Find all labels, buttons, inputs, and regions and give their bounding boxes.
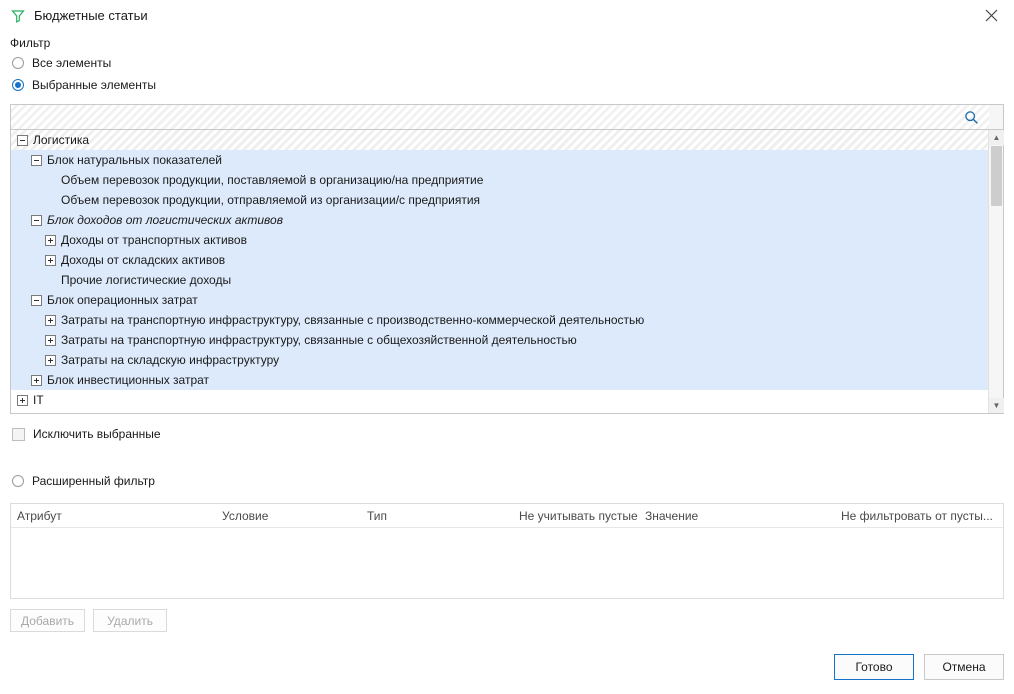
tree-row-label: Объем перевозок продукции, поставляемой в организацию/на предприятие <box>61 173 484 187</box>
radio-label-all: Все элементы <box>32 56 112 70</box>
delete-button[interactable]: Удалить <box>93 609 167 632</box>
tree-list[interactable] <box>11 130 988 413</box>
close-icon[interactable] <box>976 3 1006 29</box>
tree-leaf-spacer <box>45 195 56 206</box>
tree-row[interactable] <box>11 330 988 350</box>
tree-row-label: Затраты на складскую инфраструктуру <box>61 353 280 367</box>
tree-row[interactable] <box>11 230 988 250</box>
ok-button[interactable]: Готово <box>834 654 914 680</box>
expand-plus-icon[interactable] <box>45 255 56 266</box>
grid-actions <box>10 609 1014 632</box>
cancel-button[interactable]: Отмена <box>924 654 1004 680</box>
tree-row[interactable] <box>11 390 988 410</box>
filter-section-label: Фильтр <box>10 36 51 50</box>
tree-panel <box>10 130 1004 414</box>
tree-row-label: Блок натуральных показателей <box>47 153 223 167</box>
expand-plus-icon[interactable] <box>45 315 56 326</box>
exclude-selected-row[interactable] <box>12 422 1014 446</box>
tree-row-label: Блок инвестиционных затрат <box>47 373 210 387</box>
grid-column-header[interactable]: Не фильтровать от пусты... <box>841 508 993 523</box>
radio-indicator-advanced <box>12 475 24 487</box>
search-bar <box>10 104 1004 130</box>
tree-row[interactable] <box>11 290 988 310</box>
radio-label-selected: Выбранные элементы <box>32 78 156 92</box>
tree-row[interactable] <box>11 350 988 370</box>
radio-option-all-elements[interactable] <box>0 52 1014 74</box>
tree-leaf-spacer <box>45 275 56 286</box>
grid-column-header[interactable]: Тип <box>367 508 388 523</box>
tree-row-label: Затраты на транспортную инфраструктуру, связанные с производственно-коммерческой деятельностью <box>61 313 645 327</box>
search-input[interactable] <box>10 104 989 130</box>
title-bar <box>0 0 1014 32</box>
radio-option-selected-elements[interactable] <box>0 74 1014 96</box>
expand-plus-icon[interactable] <box>45 235 56 246</box>
tree-row-label: Блок операционных затрат <box>47 293 198 307</box>
tree-row[interactable] <box>11 250 988 270</box>
tree-row-label: Доходы от складских активов <box>61 253 226 267</box>
grid-column-header[interactable]: Значение <box>645 508 699 523</box>
tree-row[interactable] <box>11 310 988 330</box>
collapse-minus-icon[interactable] <box>31 295 42 306</box>
tree-row-label: Прочие логистические доходы <box>61 273 232 287</box>
tree-row-label: Логистика <box>33 133 90 147</box>
conditions-grid <box>10 503 1004 599</box>
expand-plus-icon[interactable] <box>45 355 56 366</box>
search-icon[interactable] <box>962 108 980 126</box>
tree-row[interactable] <box>11 210 988 230</box>
tree-leaf-spacer <box>45 175 56 186</box>
tree-row[interactable] <box>11 370 988 390</box>
grid-column-header[interactable]: Не учитывать пустые <box>519 508 638 523</box>
tree-row-label: Объем перевозок продукции, отправляемой из организации/с предприятия <box>61 193 481 207</box>
expand-plus-icon[interactable] <box>31 375 42 386</box>
expand-plus-icon[interactable] <box>45 335 56 346</box>
tree-row[interactable] <box>11 150 988 170</box>
add-button[interactable]: Добавить <box>10 609 85 632</box>
collapse-minus-icon[interactable] <box>17 135 28 146</box>
grid-body[interactable] <box>11 528 1003 598</box>
search-scroll-spacer <box>989 104 1004 130</box>
page-title: Бюджетные статьи <box>34 8 148 23</box>
filter-icon <box>10 8 26 24</box>
expand-plus-icon[interactable] <box>17 395 28 406</box>
dialog-footer <box>834 654 1004 680</box>
radio-option-advanced-filter[interactable] <box>0 470 1014 492</box>
tree-row-label: Блок доходов от логистических активов <box>47 213 283 227</box>
tree-row[interactable] <box>11 170 988 190</box>
tree-row[interactable] <box>11 130 988 150</box>
grid-column-header[interactable]: Атрибут <box>17 508 62 523</box>
scrollbar-thumb[interactable] <box>991 146 1002 206</box>
radio-indicator-selected <box>12 79 24 91</box>
collapse-minus-icon[interactable] <box>31 155 42 166</box>
grid-header-row <box>11 504 1003 528</box>
exclude-selected-label: Исключить выбранные <box>33 427 161 441</box>
tree-row[interactable] <box>11 190 988 210</box>
tree-scrollbar[interactable] <box>988 130 1003 413</box>
collapse-minus-icon[interactable] <box>31 215 42 226</box>
exclude-selected-checkbox[interactable] <box>12 428 25 441</box>
chevron-up-icon[interactable]: ▲ <box>989 130 1004 145</box>
tree-row-label: Доходы от транспортных активов <box>61 233 247 247</box>
chevron-down-icon[interactable]: ▼ <box>989 398 1004 413</box>
radio-indicator-all <box>12 57 24 69</box>
grid-column-header[interactable]: Условие <box>222 508 269 523</box>
tree-row-label: IT <box>33 393 44 407</box>
radio-label-advanced: Расширенный фильтр <box>32 474 155 488</box>
tree-row[interactable] <box>11 270 988 290</box>
tree-row-label: Затраты на транспортную инфраструктуру, связанные с общехозяйственной деятельностью <box>61 333 577 347</box>
